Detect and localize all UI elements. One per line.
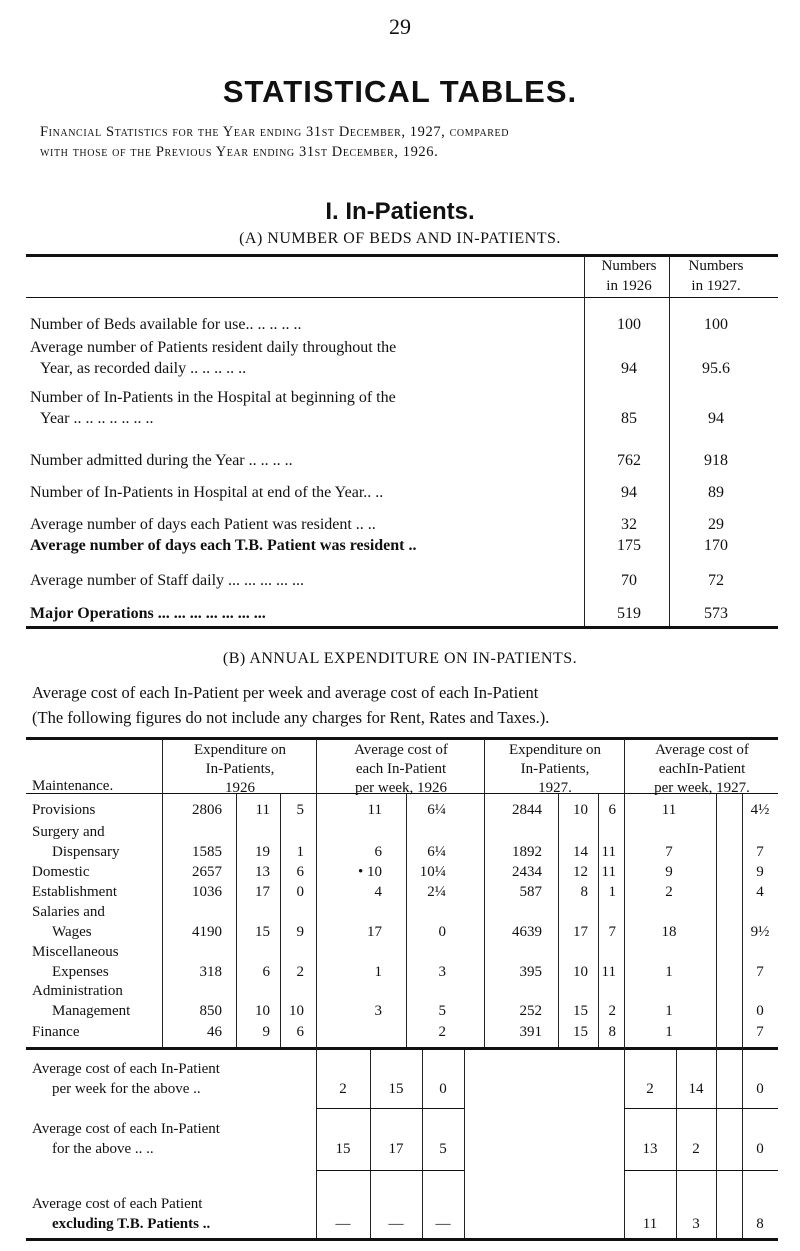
value-1926: 32 <box>621 516 637 533</box>
average-1927-value: 7 <box>756 1024 764 1040</box>
value-1926: 175 <box>617 537 641 554</box>
average-1927-value: 2 <box>665 884 673 900</box>
row-label: Expenses <box>52 964 109 980</box>
summary-1926-value: 17 <box>388 1141 404 1157</box>
expenditure-1927-value: 15 <box>573 1024 588 1040</box>
table-b-bottom-rule <box>26 1238 778 1241</box>
row-label: Year .. .. .. .. .. .. .. <box>40 410 154 427</box>
average-1926-value: 4 <box>374 884 382 900</box>
summary-1926-value: 2 <box>339 1081 347 1097</box>
expenditure-1926-value: 4190 <box>192 924 222 940</box>
average-1926-value: 3 <box>438 964 446 980</box>
value-1927: 918 <box>704 452 728 469</box>
value-1926: 85 <box>621 410 637 427</box>
value-1926: 762 <box>617 452 641 469</box>
summary-1926-value: 15 <box>335 1141 351 1157</box>
row-label: Provisions <box>32 802 96 818</box>
expenditure-1926-value: 6 <box>262 964 270 980</box>
summary-1927-value: 0 <box>756 1141 764 1157</box>
expenditure-1926-value: 1036 <box>192 884 222 900</box>
summary-1927-value: 11 <box>642 1216 658 1232</box>
expenditure-1927-value: 7 <box>608 924 616 940</box>
summary-label: Average cost of each In-Patient <box>32 1121 220 1137</box>
average-1927-value: 18 <box>661 924 677 940</box>
expenditure-1926-value: 850 <box>199 1003 222 1019</box>
expenditure-1926-value: 17 <box>255 884 270 900</box>
row-label: Major Operations ... ... ... ... ... ... ... <box>30 605 266 622</box>
summary-1926-value: — <box>388 1216 404 1232</box>
row-label: Surgery and <box>32 824 105 840</box>
average-1926-value: 17 <box>367 924 382 940</box>
average-1926-value: 3 <box>374 1003 382 1019</box>
expenditure-1926-value: 1 <box>296 844 304 860</box>
expenditure-1927-value: 11 <box>601 964 616 980</box>
summary-row-rule <box>624 1170 778 1171</box>
expenditure-1926-value: 9 <box>296 924 304 940</box>
summary-1926-value: — <box>435 1216 451 1232</box>
expenditure-1927-value: 10 <box>573 964 588 980</box>
average-1927-value: 4 <box>756 884 764 900</box>
summary-1926-value: — <box>335 1216 351 1232</box>
average-1927-value: 9½ <box>750 924 770 940</box>
table-b-divider <box>464 1050 465 1238</box>
value-1927: 89 <box>708 484 724 501</box>
expenditure-1926-value: 6 <box>296 864 304 880</box>
column-header-1927: Numbers in 1927. <box>688 258 744 294</box>
average-1927-value: 7 <box>756 964 764 980</box>
summary-1926-value: 15 <box>388 1081 404 1097</box>
expenditure-1927-value: 15 <box>573 1003 588 1019</box>
expenditure-1926-value: 2806 <box>192 802 222 818</box>
expenditure-1926-value: 15 <box>255 924 270 940</box>
average-1926-value: 11 <box>367 802 382 818</box>
section-b-heading: (B) ANNUAL EXPENDITURE ON IN-PATIENTS. <box>222 650 578 667</box>
value-1927: 170 <box>704 537 728 554</box>
value-1927: 95.6 <box>702 360 730 377</box>
row-label: Domestic <box>32 864 90 880</box>
average-1926-value: • 10 <box>357 864 382 880</box>
expenditure-1927-value: 587 <box>519 884 542 900</box>
table-a-divider-2 <box>669 256 670 626</box>
header-average-cost-1927: Average cost of eachIn-Patient per week, 1927. <box>654 742 750 796</box>
row-label: Management <box>52 1003 131 1019</box>
row-label: Administration <box>32 983 123 999</box>
row-label: Average number of days each T.B. Patient was resident .. <box>30 537 417 554</box>
value-1926: 94 <box>621 360 637 377</box>
expenditure-1926-value: 318 <box>199 964 222 980</box>
table-b-divider <box>716 794 717 1238</box>
summary-1926-value: 5 <box>439 1141 447 1157</box>
expenditure-1926-value: 5 <box>296 802 304 818</box>
row-label: Number of Beds available for use.. .. .. .. .. <box>30 316 302 333</box>
average-1927-value: 9 <box>756 864 764 880</box>
expenditure-1927-value: 391 <box>519 1024 542 1040</box>
expenditure-1927-value: 17 <box>573 924 588 940</box>
average-1927-value: 4½ <box>750 802 770 818</box>
average-1926-value: 2¼ <box>427 884 446 900</box>
row-label: Finance <box>32 1024 80 1040</box>
table-b-divider <box>316 739 317 1238</box>
average-1927-value: 7 <box>756 844 764 860</box>
expenditure-1927-value: 12 <box>573 864 588 880</box>
summary-label: for the above .. .. <box>52 1141 154 1157</box>
page-title: STATISTICAL TABLES. <box>222 74 578 109</box>
value-1927: 573 <box>704 605 728 622</box>
average-1927-value: 1 <box>665 964 673 980</box>
table-b-divider <box>162 739 163 1047</box>
expenditure-1926-value: 9 <box>262 1024 270 1040</box>
expenditure-1927-value: 8 <box>608 1024 616 1040</box>
summary-1926-value: 0 <box>439 1081 447 1097</box>
expenditure-1927-value: 252 <box>519 1003 542 1019</box>
expenditure-1927-value: 1 <box>608 884 616 900</box>
value-1927: 94 <box>708 410 724 427</box>
row-label: Average number of Patients resident daily throughout the <box>30 339 397 356</box>
row-label: Wages <box>52 924 92 940</box>
expenditure-1927-value: 2434 <box>512 864 542 880</box>
expenditure-1926-value: 2657 <box>192 864 222 880</box>
summary-1927-value: 13 <box>642 1141 658 1157</box>
expenditure-1926-value: 0 <box>296 884 304 900</box>
expenditure-1926-value: 10 <box>289 1003 304 1019</box>
page-number: 29 <box>389 14 411 39</box>
table-a-bottom-rule <box>26 626 778 629</box>
value-1927: 72 <box>708 572 724 589</box>
summary-1927-value: 2 <box>692 1141 700 1157</box>
average-1926-value: 2 <box>438 1024 446 1040</box>
expenditure-1926-value: 10 <box>255 1003 270 1019</box>
average-1927-value: 7 <box>665 844 673 860</box>
expenditure-1927-value: 14 <box>573 844 588 860</box>
expenditure-1927-value: 4639 <box>512 924 542 940</box>
summary-row-rule <box>316 1170 464 1171</box>
section-b-intro-line-1: Average cost of each In-Patient per week and average cost of each In-Patient <box>32 683 539 702</box>
expenditure-1926-value: 1585 <box>192 844 222 860</box>
expenditure-1927-value: 11 <box>601 844 616 860</box>
expenditure-1926-value: 6 <box>296 1024 304 1040</box>
section-b-intro-line-2: (The following figures do not include any charges for Rent, Rates and Taxes.). <box>32 708 550 727</box>
expenditure-1927-value: 6 <box>608 802 616 818</box>
summary-label: excluding T.B. Patients .. <box>52 1216 211 1232</box>
summary-label: Average cost of each Patient <box>32 1196 203 1212</box>
expenditure-1927-value: 8 <box>580 884 588 900</box>
summary-row-rule <box>316 1108 464 1109</box>
table-b-divider <box>624 739 625 1238</box>
row-label: Miscellaneous <box>32 944 119 960</box>
expenditure-1927-value: 2 <box>608 1003 616 1019</box>
summary-1927-value: 0 <box>756 1081 764 1097</box>
expenditure-1926-value: 2 <box>296 964 304 980</box>
table-a-header-rule <box>26 297 778 298</box>
row-label: Number of In-Patients in Hospital at end of the Year.. .. <box>30 484 384 501</box>
average-1926-value: 10¼ <box>419 864 446 880</box>
average-1926-value: 6 <box>374 844 382 860</box>
average-1926-value: 0 <box>438 924 446 940</box>
summary-1927-value: 8 <box>756 1216 764 1232</box>
expenditure-1927-value: 2844 <box>512 802 542 818</box>
summary-1927-value: 3 <box>692 1216 700 1232</box>
summary-row-rule <box>624 1108 778 1109</box>
row-label: Year, as recorded daily .. .. .. .. .. <box>40 360 247 377</box>
row-label: Dispensary <box>52 844 120 860</box>
average-1926-value: 6¼ <box>427 844 446 860</box>
value-1926: 94 <box>621 484 637 501</box>
header-average-cost-1926: Average cost of each In-Patient per week, 1926 <box>354 742 448 796</box>
expenditure-1927-value: 395 <box>519 964 542 980</box>
expenditure-1926-value: 13 <box>255 864 270 880</box>
header-expenditure-1926: Expenditure on In-Patients, 1926 <box>193 742 287 796</box>
average-1927-value: 0 <box>756 1003 764 1019</box>
row-label: Establishment <box>32 884 117 900</box>
average-1926-value: 5 <box>438 1003 446 1019</box>
value-1926: 100 <box>617 316 641 333</box>
expenditure-1927-value: 11 <box>601 864 616 880</box>
average-1926-value: 1 <box>374 964 382 980</box>
subtitle-line-2: with those of the Previous Year ending 31st December, 1926. <box>40 144 439 160</box>
average-1927-value: 11 <box>661 802 677 818</box>
header-expenditure-1927: Expenditure on In-Patients, 1927. <box>508 742 602 796</box>
table-b-divider <box>484 739 485 1047</box>
expenditure-1926-value: 11 <box>255 802 270 818</box>
summary-label: per week for the above .. <box>52 1081 201 1097</box>
expenditure-1926-value: 46 <box>207 1024 222 1040</box>
subtitle-line-1: Financial Statistics for the Year ending 31st December, 1927, compared <box>40 124 510 140</box>
row-label: Salaries and <box>32 904 105 920</box>
expenditure-1927-value: 10 <box>573 802 588 818</box>
average-1927-value: 1 <box>665 1003 673 1019</box>
row-label: Number of In-Patients in the Hospital at beginning of the <box>30 389 396 406</box>
summary-1927-value: 14 <box>688 1081 704 1097</box>
section-a-heading: (A) NUMBER OF BEDS AND IN-PATIENTS. <box>239 230 561 247</box>
value-1927: 29 <box>708 516 724 533</box>
section-heading: I. In-Patients. <box>325 198 475 225</box>
column-header-1926: Numbers in 1926 <box>601 258 657 294</box>
average-1926-value: 6¼ <box>427 802 446 818</box>
average-1927-value: 9 <box>665 864 673 880</box>
summary-label: Average cost of each In-Patient <box>32 1061 220 1077</box>
table-b-mid-rule <box>26 1047 778 1050</box>
value-1926: 70 <box>621 572 637 589</box>
row-label: Average number of days each Patient was resident .. .. <box>30 516 376 533</box>
expenditure-1927-value: 1892 <box>512 844 542 860</box>
table-b-top-rule <box>26 737 778 740</box>
row-label: Average number of Staff daily ... ... ... ... ... <box>30 572 305 589</box>
maintenance-label: Maintenance. <box>32 778 114 794</box>
value-1926: 519 <box>617 605 641 622</box>
table-a-divider-1 <box>584 256 585 626</box>
average-1927-value: 1 <box>665 1024 673 1040</box>
value-1927: 100 <box>704 316 728 333</box>
expenditure-1926-value: 19 <box>255 844 270 860</box>
row-label: Number admitted during the Year .. .. .. .. <box>30 452 293 469</box>
summary-1927-value: 2 <box>646 1081 654 1097</box>
